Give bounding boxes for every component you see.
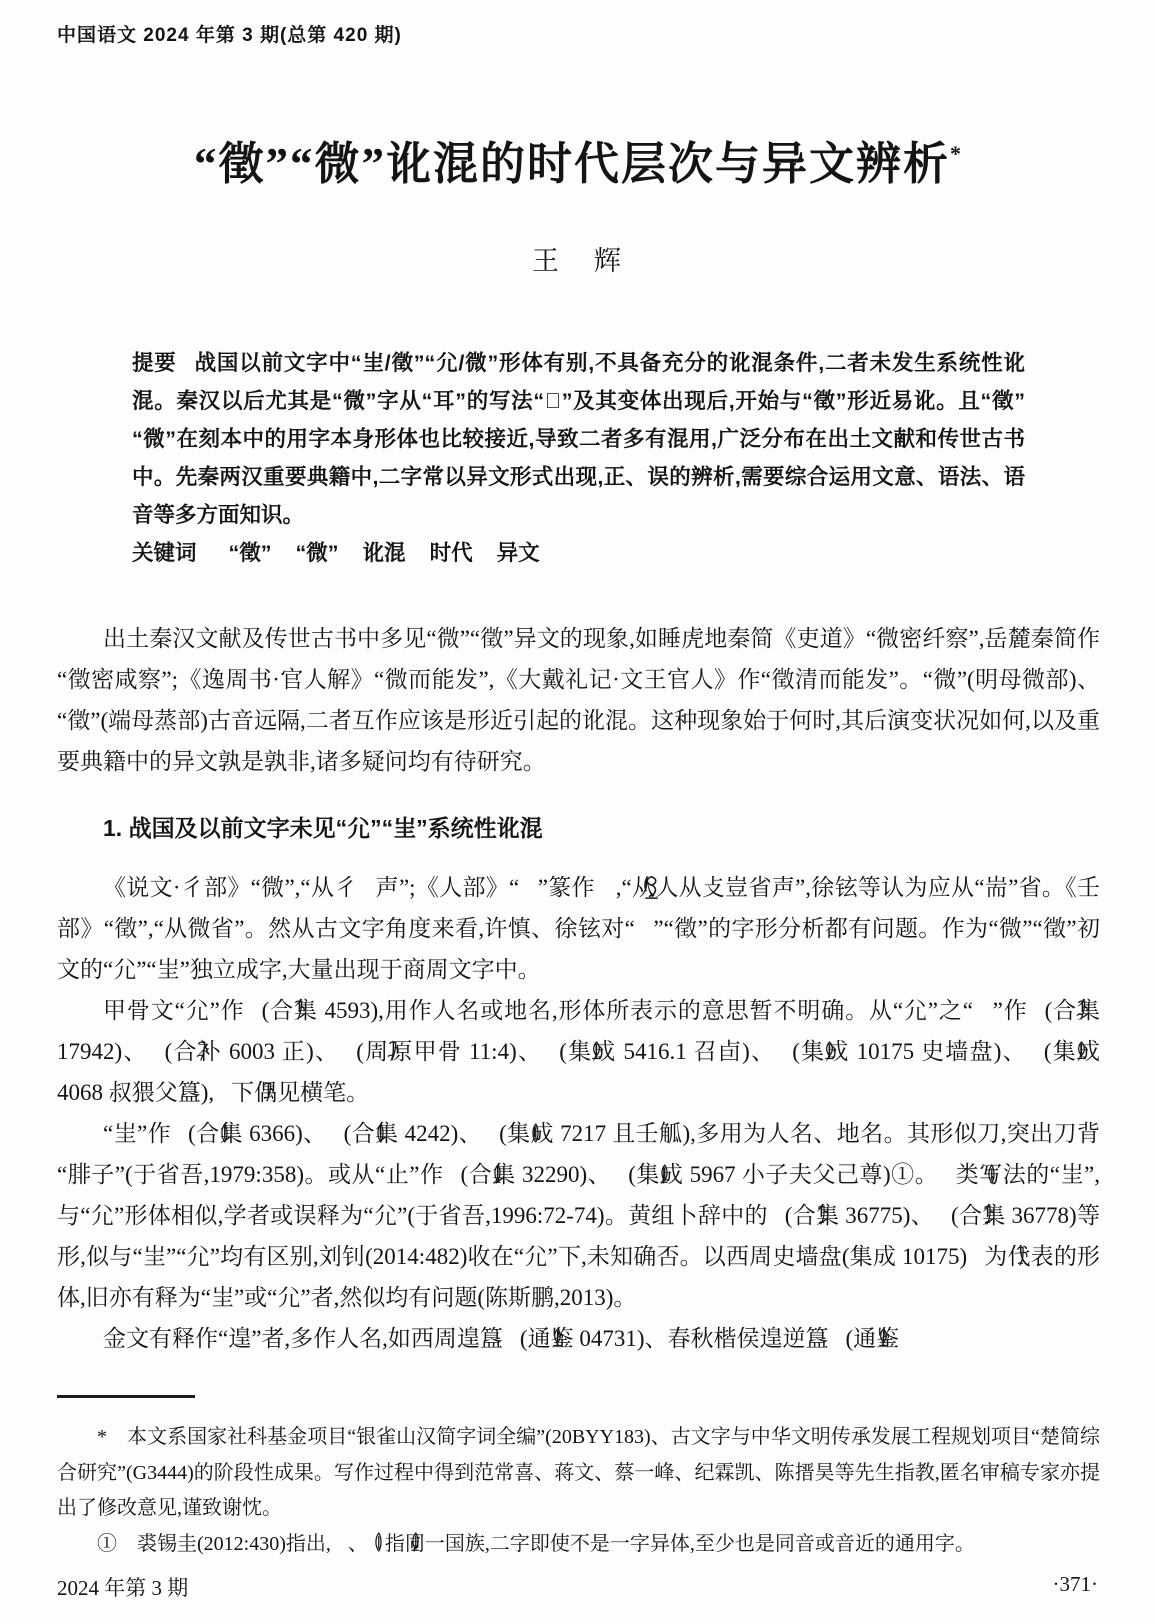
obi-compound-glyph: [830, 1323, 845, 1349]
obi-person-glyph: [246, 995, 261, 1021]
footer-issue: 2024 年第 3 期: [57, 1576, 189, 1600]
keyword: 讹混: [362, 540, 406, 565]
article-title: [57, 139, 1100, 191]
paragraph-bronze: 金文有释作“遑”者,多作人名,如西周遑簋 (通鉴 04731)、春秋楷侯遑逆簋 (通鉴: [57, 1318, 1100, 1359]
obi-blade-foot-glyph: [612, 1159, 627, 1185]
obi-person-hand-glyph: [149, 1036, 164, 1062]
obi-person-hand-glyph: [340, 1036, 355, 1062]
footnote-1: ① 裘锡圭(2012:430)指出, 、 指同一国族,二字即使不是一字异体,至少也是同音或音近的通用字。: [57, 1527, 1100, 1563]
obi-kneel-glyph: [968, 1241, 983, 1267]
paragraph-oracle-huang: “㞷”作 (合集 6366)、 (合集 4242)、 (集成 7217 且壬觚),多用为人名、地名。其形似刀,突出刀背“腓子”(于省吾,1979:358)。或从“止”作 (合集 32290)、 (集成 5967 小子夫父己尊)①。 类写法的“㞷”,与“尣”形体相似,学者或误释为“尣”(于省吾,1996:72-74)。黄组卜辞中的 (合集 36775)、 (合集 36778)等形,似与“㞷”“尣”均有区别,刘钊(2014:482)收在“尣”下,未知确否。以西周史墙盘(集成 10175) 为代表的形体,旧亦有释为“㞷”或“尣”者,然似均有问题(陈斯鹏,2013)。: [57, 1113, 1100, 1318]
keywords-row: [132, 534, 1025, 572]
journal-header: 中国语文 2024 年第 3 期(总第 420 期): [57, 25, 402, 46]
article-body: [57, 618, 1100, 1359]
obi-blade-glyph: [939, 1159, 954, 1185]
obi-blade-glyph: [332, 1529, 347, 1555]
title-footnote-marker: *: [950, 141, 963, 166]
abstract-paragraph: [132, 344, 1025, 534]
obi-compound-glyph: [543, 1036, 558, 1062]
obi-blade-foot-glyph: [445, 1159, 460, 1185]
footnote-area: [57, 1395, 1100, 1562]
obi-person-hand-glyph: [1029, 995, 1044, 1021]
obi-compound-glyph: [776, 1036, 791, 1062]
abstract-text: 战国以前文字中“㞷/徵”“尣/微”形体有别,不具备充分的讹混条件,二者未发生系统性讹混。秦汉以后尤其是“微”字从“耳”的写法“𢼸”及其变体出现后,开始与“徵”形近易讹。且“徵”“微”在刻本中的用字本身形体也比较接近,导致二者多有混用,广泛分布在出土文献和传世古书中。先秦两汉重要典籍中,二字常以异文形式出现,正、误的辨析,需要综合运用文意、语法、语音等多方面知识。: [132, 350, 1025, 527]
article-title-text: “徵”“微”讹混的时代层次与异文辨析: [193, 139, 950, 189]
paragraph-shuowen: 《说文·彳部》“微”,“从彳𢼸声”;《人部》“𢼸”篆作 ,“从人从攴豈省声”,徐铉等认为应从“耑”省。《壬部》“徵”,“从微省”。然从古文字角度来看,许慎、徐铉对“𢼸”“徵”的字形分析都有问题。作为“微”“徵”初文的“尣”“㞷”独立成字,大量出现于商周文字中。: [57, 867, 1100, 990]
section-heading-1: 1. 战国及以前文字未见“尣”“㞷”系统性讹混: [103, 814, 543, 841]
keyword: 时代: [429, 540, 473, 565]
obi-blade-glyph: [328, 1118, 343, 1144]
abstract-label: 提要: [132, 350, 177, 375]
paragraph-intro: 出土秦汉文献及传世古书中多见“微”“徵”异文的现象,如睡虎地秦简《吏道》“微密纤察”,岳麓秦简作“徵密咸察”;《逸周书·官人解》“微而能发”,《大戴礼记·文王官人》作“徵清而能发”。“微”(明母微部)、“徵”(端母蒸部)古音远隔,二者互作应该是形近引起的讹混。这种现象始于何时,其后演变状况如何,以及重要典籍中的异文孰是孰非,诸多疑问均有待研究。: [57, 625, 1100, 774]
obi-blade-foot-glyph: [369, 1529, 384, 1555]
footnote-separator: [57, 1395, 195, 1398]
obi-compound-glyph: [504, 1323, 519, 1349]
obi-compound-glyph: [1028, 1036, 1043, 1062]
author-name: 王 辉: [532, 245, 625, 276]
seal-wei-glyph: [596, 872, 615, 898]
obi-kneel-glyph: [935, 1200, 950, 1226]
page-number: ·371·: [1052, 1572, 1098, 1596]
footnote-funding: * 本文系国家社科基金项目“银雀山汉简字词全编”(20BYY183)、古文字与中华文明传承发展工程规划项目“楚简综合研究”(G3444)的阶段性成果。写作过程中得到范常喜、蒋文、蔡一峰、纪霖凯、陈搢昊等先生指教,匿名审稿专家亦提出了修改意见,谨致谢忱。: [57, 1426, 1100, 1519]
keyword: “徵”: [228, 540, 272, 565]
keyword: 异文: [496, 540, 540, 565]
paragraph-oracle-wang: 甲骨文“尣”作 (合集 4593),用作人名或地名,形体所表示的意思暂不明确。从“尣”之“𢼸”作 (合集 17942)、 (合补 6003 正)、 (周原甲骨 11:4)、 (集成 5416.1 召卣)、 (集成 10175 史墙盘)、 (集成 4068 叔猥父簋), 下偶见横笔。: [57, 990, 1100, 1113]
obi-blade-glyph: [483, 1118, 498, 1144]
obi-person-glyph: [215, 1077, 230, 1103]
obi-kneel-glyph: [769, 1200, 784, 1226]
obi-blade-glyph: [172, 1118, 187, 1144]
keywords-label: 关键词: [132, 540, 197, 565]
keyword: “微”: [295, 540, 339, 565]
page-footer: [57, 1572, 1098, 1602]
